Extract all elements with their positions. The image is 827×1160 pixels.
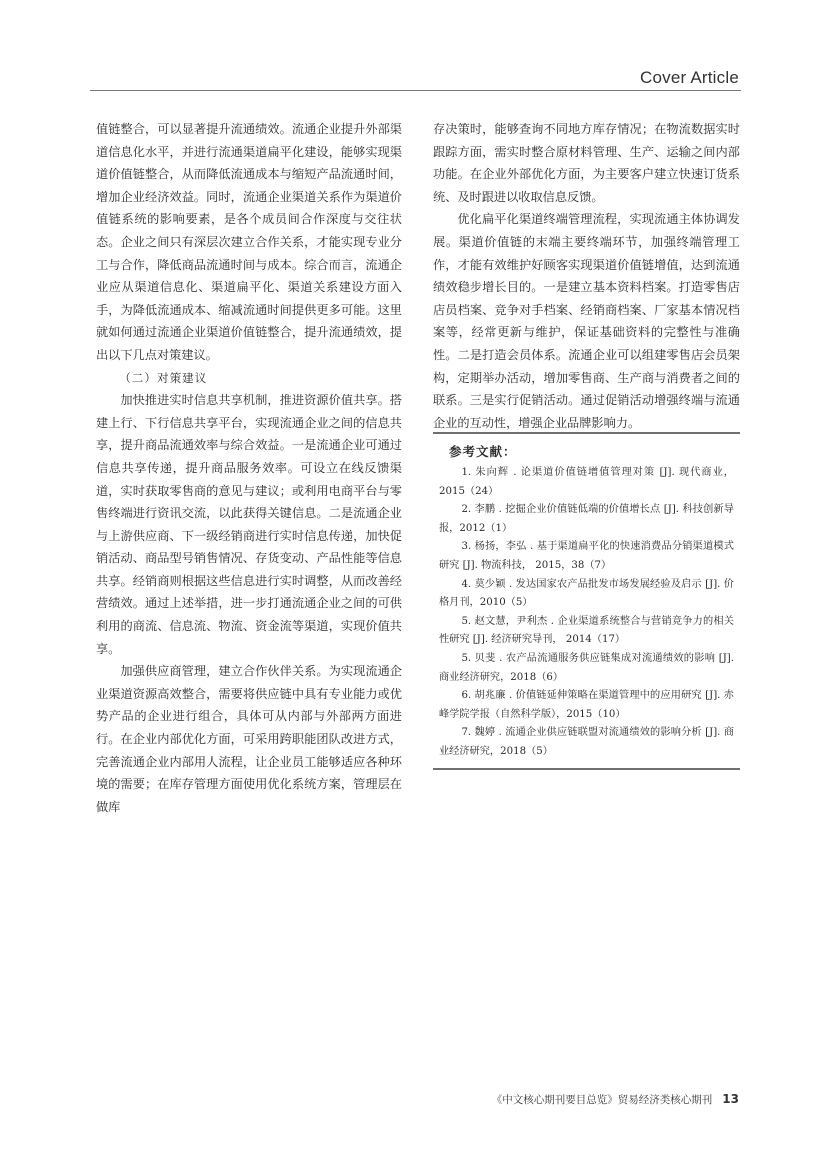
reference-item: 5. 赵文慧，尹利杰 . 企业渠道系统整合与营销竞争力的相关性研究 [J]. 经济研究导刊， 2014（17） — [439, 615, 734, 646]
running-header-title: Cover Article — [640, 68, 739, 87]
page-number: 13 — [722, 1092, 739, 1106]
body-paragraph: 存决策时，能够查询不同地方库存情况；在物流数据实时跟踪方面，需实时整合原材料管理、生产、运输之间内部功能。在企业外部优化方面，为主要客户建立快速订货系统、及时跟进以收取信息反馈。 — [433, 122, 740, 204]
journal-name: 《中文核心期刊要目总览》贸易经济类核心期刊 — [491, 1094, 713, 1106]
references-box — [433, 432, 740, 770]
body-paragraph: 优化扁平化渠道终端管理流程，实现流通主体协调发展。渠道价值链的末端主要终端环节，加强终端管理工作，才能有效维护好顾客实现渠道价值链增值，达到流通绩效稳步增长目的。一是建立基本资料档案。打造零售店店员档案、竞争对手档案、经销商档案、厂家基本情况档案等，经常更新与维护，保证基础资料的完整性与准确性。二是打造会员体系。流通企业可以组建零售店会员架构，定期举办活动，增加零售商、生产商与消费者之间的联系。三是实行促销活动。通过促销活动增强终端与流通企业的互动性，增强企业品牌影响力。 — [433, 212, 740, 430]
section-subheading: （二）对策建议 — [119, 370, 208, 385]
right-column — [433, 118, 740, 434]
references-top-rule — [433, 432, 740, 434]
reference-item: 3. 杨扬，李弘 . 基于渠道扁平化的快速消费品分销渠道模式研究 [J]. 物流科技， 2015，38（7） — [439, 541, 734, 571]
header-divider — [90, 90, 741, 91]
reference-item: 7. 魏婷 . 流通企业供应链联盟对流通绩效的影响分析 [J]. 商业经济研究，2018（5） — [439, 727, 734, 757]
references-bottom-rule — [433, 768, 740, 770]
left-column — [96, 118, 402, 818]
reference-item: 4. 莫少颖 . 发达国家农产品批发市场发展经验及启示 [J]. 价格月刊，2010（5） — [439, 578, 734, 609]
body-paragraph: 加快推进实时信息共享机制，推进资源价值共享。搭建上行、下行信息共享平台，实现流通企业之间的信息共享，提升商品流通效率与综合效益。一是流通企业可通过信息共享传递，提升商品服务效率。可设立在线反馈渠道，实时获取零售商的意见与建议；或利用电商平台与零售终端进行资讯交流，以此获得关键信息。二是流通企业与上游供应商、下一级经销商进行实时信息传递，加快促销活动、商品型号销售情况、存货变动、产品性能等信息共享。经销商则根据这些信息进行实时调整，从而改善经营绩效。通过上述举措，进一步打通流通企业之间的可供利用的商流、信息流、物流、资金流等渠道，实现价值共享。 — [96, 393, 402, 656]
page-footer — [492, 1092, 739, 1107]
body-paragraph: 加强供应商管理，建立合作伙伴关系。为实现流通企业渠道资源高效整合，需要将供应链中具有专业能力或优势产品的企业进行组合，具体可从内部与外部两方面进行。在企业内部优化方面，可采用跨职能团队改进方式，完善流通企业内部用人流程，让企业员工能够适应各种环境的需要；在库存管理方面使用优化系统方案，管理层在做库 — [96, 664, 402, 814]
reference-item: 1. 朱向辉 . 论渠道价值链增值管理对策 [J]. 现代商业，2015（24） — [439, 467, 734, 497]
reference-item: 2. 李鹏 . 挖掘企业价值链低端的价值增长点 [J]. 科技创新导报，2012（1） — [439, 504, 734, 534]
reference-item: 5. 贝斐 . 农产品流通服务供应链集成对流通绩效的影响 [J]. 商业经济研究，2018（6） — [439, 652, 734, 683]
body-paragraph: 值链整合，可以显著提升流通绩效。流通企业提升外部渠道信息化水平，并进行流通渠道扁平化建设，能够实现渠道价值链整合，从而降低流通成本与缩短产品流通时间，增加企业经济效益。同时，流通企业渠道关系作为渠道价值链系统的影响要素，是各个成员间合作深度与交往状态。企业之间只有深层次建立合作关系，才能实现专业分工与合作，降低商品流通时间与成本。综合而言，流通企业应从渠道信息化、渠道扁平化、渠道关系建设方面入手，为降低流通成本、缩减流通时间提供更多可能。这里就如何通过流通企业渠道价值链整合，提升流通绩效，提出以下几点对策建议。 — [96, 122, 402, 362]
references-heading: 参考文献： — [449, 444, 517, 459]
reference-item: 6. 胡兆廉 . 价值链延伸策略在渠道管理中的应用研究 [J]. 赤峰学院学报（自然科学版），2015（10） — [439, 690, 734, 720]
